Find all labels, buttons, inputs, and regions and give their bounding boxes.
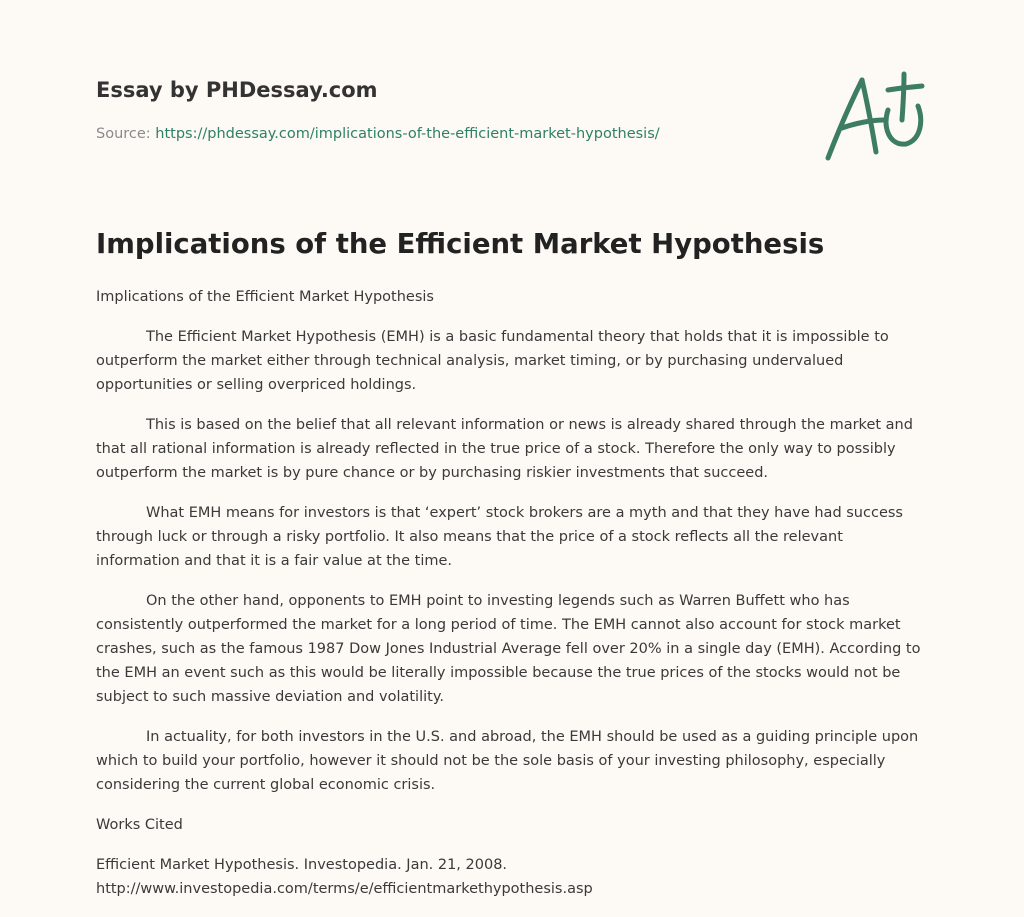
paragraph: In actuality, for both investors in the U.S. and abroad, the EMH should be used as a guiding principle upon which to build your portfolio, however it should not be the sole basis of your investing philosophy, especially considering the current global economic crisis. [96, 729, 919, 793]
paragraph: On the other hand, opponents to EMH point to investing legends such as Warren Buffett who has consistently outperformed the market for a long period of time. The EMH cannot also account for stock market crashes, such as the famous 1987 Dow Jones Industrial Average fell over 20% in a single day (EMH). According to the EMH an event such as this would be literally impossible because the true prices of the stocks would not be subject to such massive deviation and volatility. [96, 593, 921, 705]
site-name: Essay by PHDessay.com [96, 78, 378, 102]
essay-body [96, 285, 926, 917]
citation-title: Efficient Market Hypothesis. Investopedia. Jan. 21, 2008. [96, 857, 508, 873]
citation [96, 853, 926, 901]
essay-title: Implications of the Efficient Market Hypothesis [96, 228, 825, 260]
citation-url: http://www.investopedia.com/terms/e/efficientmarkethypothesis.asp [96, 881, 593, 897]
source-link[interactable]: https://phdessay.com/implications-of-the-efficient-market-hypothesis/ [155, 126, 660, 142]
paragraph: This is based on the belief that all relevant information or news is already shared through the market and that all rational information is already reflected in the true price of a stock. Therefore the only way to possibly outperform the market is by pure chance or by purchasing riskier investments that succeed. [96, 417, 913, 481]
source-label: Source: [96, 126, 151, 142]
essay-subtitle: Implications of the Efficient Market Hypothesis [96, 289, 434, 305]
paragraph: What EMH means for investors is that ‘expert’ stock brokers are a myth and that they have had success through luck or through a risky portfolio. It also means that the price of a stock reflects all the relevant information and that it is a fair value at the time. [96, 505, 903, 569]
source-line [96, 124, 660, 144]
paragraph: The Efficient Market Hypothesis (EMH) is a basic fundamental theory that holds that it is impossible to outperform the market either through technical analysis, market timing, or by purchasing undervalued opportunities or selling overpriced holdings. [96, 329, 889, 393]
a-plus-logo-icon [818, 66, 930, 166]
works-cited-heading: Works Cited [96, 817, 183, 833]
